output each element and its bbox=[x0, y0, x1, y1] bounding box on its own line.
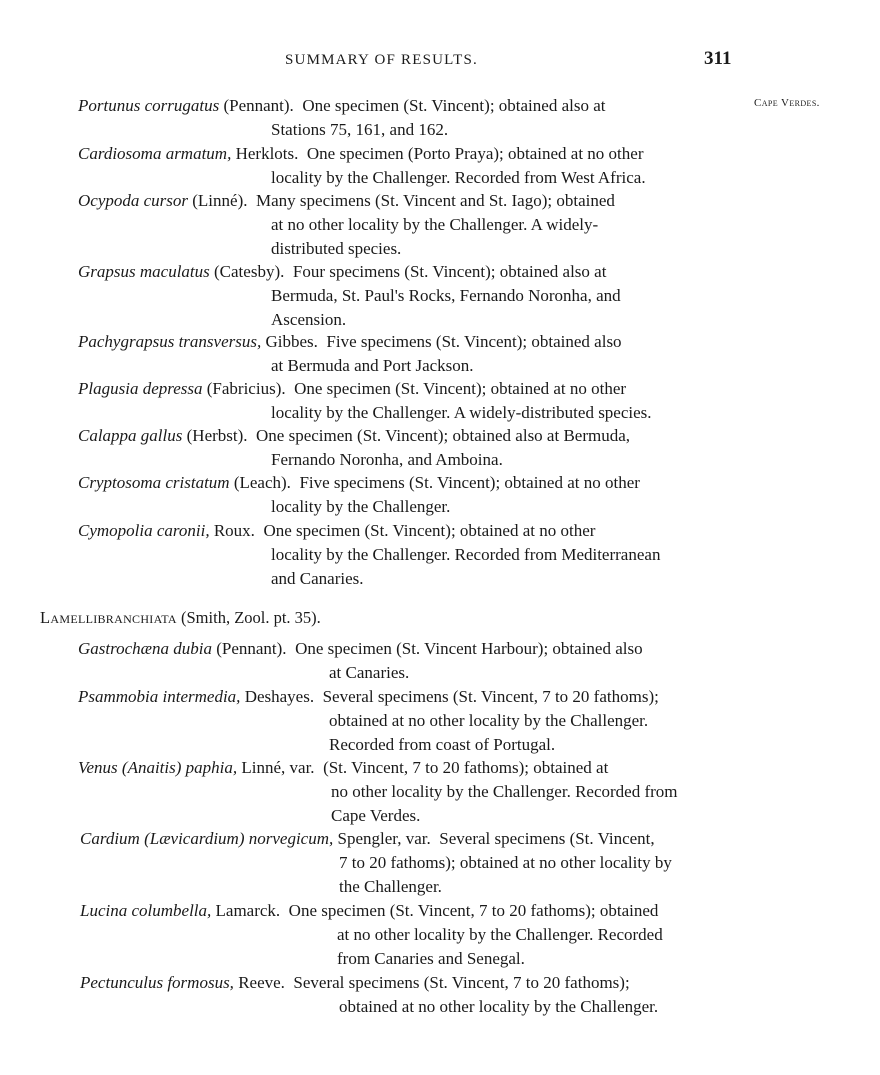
entry-line: Fernando Noronha, and Amboina. bbox=[271, 450, 503, 469]
entry-line: Several specimens (St. Vincent, 7 to 20 fathoms); bbox=[322, 687, 659, 706]
species-authority: Herklots. bbox=[231, 144, 299, 163]
entry-line: One specimen (St. Vincent); obtained also at bbox=[302, 96, 606, 115]
entry-line: and Canaries. bbox=[271, 569, 364, 588]
entry-line: Bermuda, St. Paul's Rocks, Fernando Noronha, and bbox=[271, 286, 621, 305]
entry-line: One specimen (St. Vincent Harbour); obtained also bbox=[295, 639, 643, 658]
entry-line: at no other locality by the Challenger. A widely- bbox=[271, 215, 599, 234]
entry-line: Many specimens (St. Vincent and St. Iago); obtained bbox=[256, 191, 615, 210]
species-authority: Lamarck. bbox=[211, 901, 281, 920]
entry-line: Recorded from coast of Portugal. bbox=[329, 735, 556, 754]
species-authority: (Fabricius). bbox=[202, 379, 286, 398]
entry-line: 7 to 20 fathoms); obtained at no other locality by bbox=[339, 853, 672, 872]
species-authority: (Pennant). bbox=[219, 96, 294, 115]
entry-line: One specimen (St. Vincent); obtained at no other bbox=[263, 521, 596, 540]
species-authority: (Linné). bbox=[188, 191, 248, 210]
entry-line: One specimen (St. Vincent); obtained at no other bbox=[294, 379, 627, 398]
species-authority: Linné, var. bbox=[237, 758, 315, 777]
species-name: Calappa gallus bbox=[78, 426, 183, 445]
species-name: Pectunculus formosus, bbox=[80, 973, 234, 992]
species-name: Venus (Anaitis) paphia, bbox=[78, 758, 238, 777]
species-name: Pachygrapsus transversus, bbox=[78, 332, 262, 351]
entry-line: no other locality by the Challenger. Recorded from bbox=[331, 782, 678, 801]
species-authority: (Herbst). bbox=[182, 426, 248, 445]
entry-line: (St. Vincent, 7 to 20 fathoms); obtained at bbox=[323, 758, 609, 777]
species-name: Cardiosoma armatum, bbox=[78, 144, 232, 163]
species-name: Cymopolia caronii, bbox=[78, 521, 210, 540]
section-title: Lamellibranchiata bbox=[40, 608, 177, 627]
entry-line: Five specimens (St. Vincent); obtained also bbox=[326, 332, 622, 351]
entry-line: at Canaries. bbox=[329, 663, 410, 682]
entry-line: distributed species. bbox=[271, 239, 402, 258]
species-authority: (Leach). bbox=[229, 473, 291, 492]
section-heading bbox=[40, 608, 321, 628]
entry-line: the Challenger. bbox=[339, 877, 442, 896]
species-name: Psammobia intermedia, bbox=[78, 687, 241, 706]
species-name: Plagusia depressa bbox=[78, 379, 203, 398]
entry-line: from Canaries and Senegal. bbox=[337, 949, 525, 968]
entry-line: One specimen (St. Vincent, 7 to 20 fathoms); obtained bbox=[288, 901, 659, 920]
species-authority: Reeve. bbox=[233, 973, 285, 992]
entry-line: Cape Verdes. bbox=[331, 806, 421, 825]
species-name: Cryptosoma cristatum bbox=[78, 473, 230, 492]
species-authority: (Catesby). bbox=[209, 262, 285, 281]
species-name: Portunus corrugatus bbox=[78, 96, 220, 115]
entry-line: Four specimens (St. Vincent); obtained also at bbox=[292, 262, 607, 281]
entry-line: locality by the Challenger. Recorded from Mediterranean bbox=[271, 545, 661, 564]
species-authority: Roux. bbox=[209, 521, 255, 540]
species-authority: Deshayes. bbox=[240, 687, 315, 706]
species-name: Gastrochæna dubia bbox=[78, 639, 212, 658]
entry-line: Five specimens (St. Vincent); obtained at no other bbox=[299, 473, 640, 492]
entry-line: Ascension. bbox=[271, 310, 347, 329]
species-authority: (Pennant). bbox=[211, 639, 287, 658]
section-reference: (Smith, Zool. pt. 35). bbox=[176, 608, 321, 627]
entry-line: obtained at no other locality by the Challenger. bbox=[339, 997, 659, 1016]
page-number: 311 bbox=[704, 48, 732, 69]
entry-line: locality by the Challenger. bbox=[271, 497, 451, 516]
species-name: Grapsus maculatus bbox=[78, 262, 210, 281]
species-authority: Gibbes. bbox=[261, 332, 318, 351]
species-name: Lucina columbella, bbox=[80, 901, 212, 920]
entry-line: One specimen (Porto Praya); obtained at no other bbox=[306, 144, 644, 163]
entry-line: at Bermuda and Port Jackson. bbox=[271, 356, 474, 375]
entry-line: One specimen (St. Vincent); obtained also at Bermuda, bbox=[256, 426, 631, 445]
entry-line: obtained at no other locality by the Challenger. bbox=[329, 711, 649, 730]
entry-line: locality by the Challenger. A widely-distributed species. bbox=[271, 403, 652, 422]
entry-line: Several specimens (St. Vincent, bbox=[439, 829, 655, 848]
species-authority: Spengler, var. bbox=[333, 829, 431, 848]
species-name: Cardium (Lævicardium) norvegicum, bbox=[80, 829, 334, 848]
entry-line: Several specimens (St. Vincent, 7 to 20 fathoms); bbox=[293, 973, 630, 992]
running-title: SUMMARY OF RESULTS. bbox=[285, 52, 478, 68]
entry-line: locality by the Challenger. Recorded from West Africa. bbox=[271, 168, 646, 187]
margin-note: Cape Verdes. bbox=[754, 97, 820, 109]
species-name: Ocypoda cursor bbox=[78, 191, 189, 210]
entry-line: at no other locality by the Challenger. Recorded bbox=[337, 925, 663, 944]
entry-line: Stations 75, 161, and 162. bbox=[271, 120, 449, 139]
